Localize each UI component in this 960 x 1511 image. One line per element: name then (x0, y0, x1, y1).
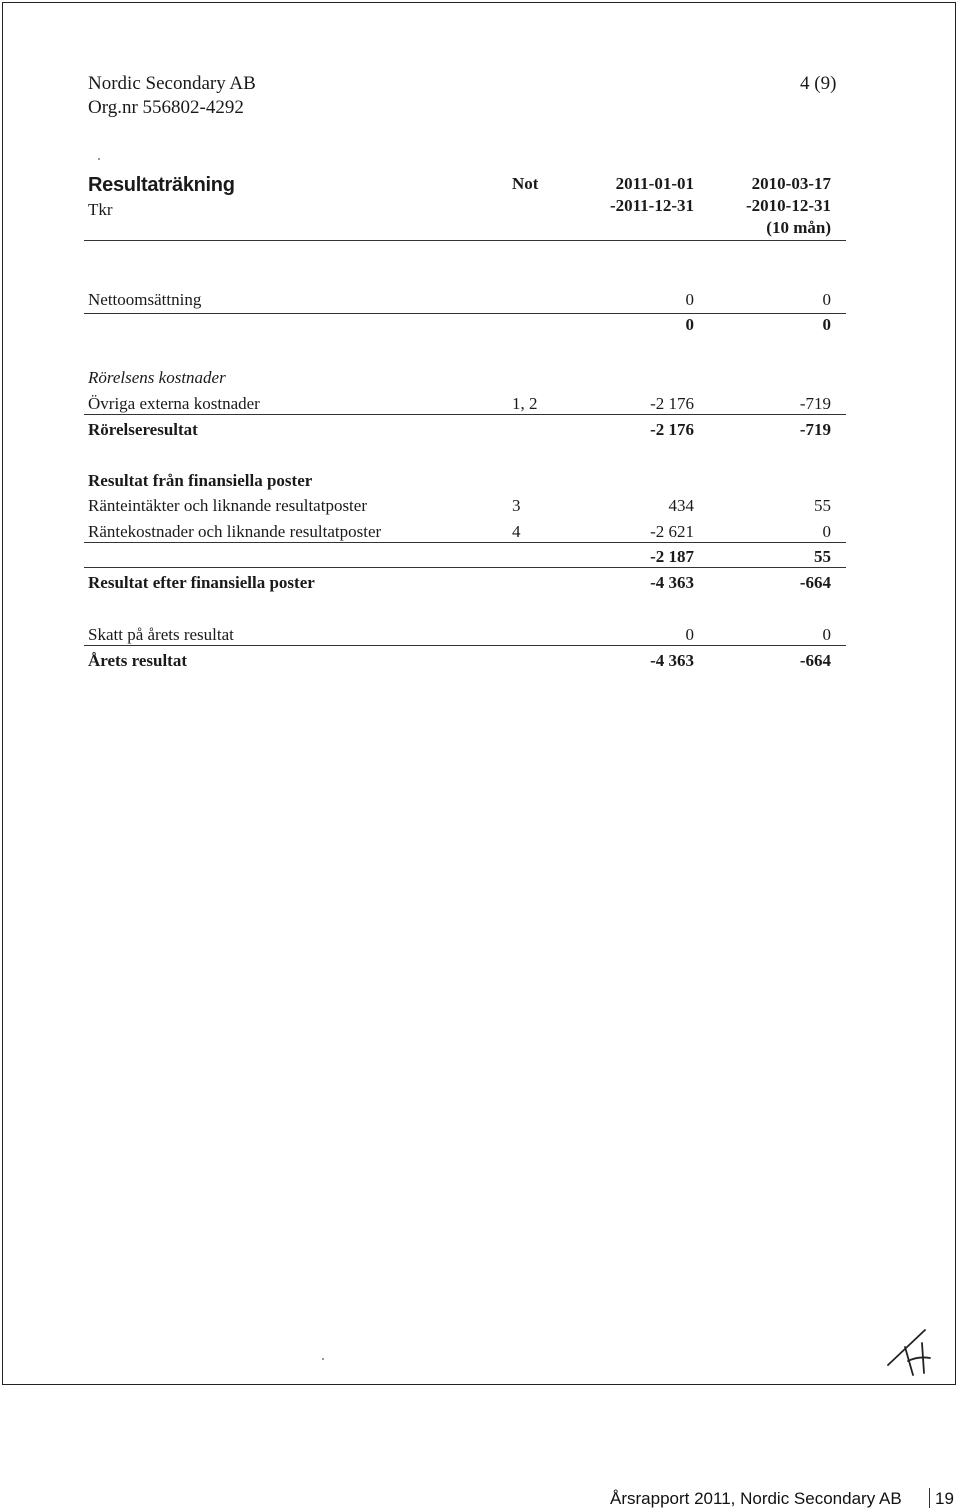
row-label-ovriga-externa-kostnader: Övriga externa kostnader (88, 394, 260, 413)
footer-report-title: Årsrapport 2011, Nordic Secondary AB (610, 1489, 902, 1508)
value-finansnetto-2011: -2 187 (650, 547, 694, 566)
value-skatt-2011: 0 (685, 625, 694, 644)
col2-period-start: 2010-03-17 (751, 174, 831, 193)
value-ovriga-2011: -2 176 (650, 394, 694, 413)
value-skatt-2010: 0 (822, 625, 831, 644)
value-ovriga-2010: -719 (799, 394, 831, 413)
value-rorelseresultat-2010: -719 (799, 420, 831, 439)
value-arets-resultat-2010: -664 (799, 651, 831, 670)
value-rorelseresultat-2011: -2 176 (650, 420, 694, 439)
handwritten-initials-signature (880, 1325, 940, 1380)
value-nettoomsattning-2011: 0 (685, 290, 694, 309)
value-efter-fin-2011: -4 363 (650, 573, 694, 592)
value-nettoomsattning-2010: 0 (822, 290, 831, 309)
col2-period-length: (10 mån) (766, 218, 831, 237)
value-subtotal-2010: 0 (822, 315, 831, 334)
row-label-rorelseresultat: Rörelseresultat (88, 420, 198, 439)
col2-period-end: -2010-12-31 (746, 196, 831, 215)
row-label-ranteintakter: Ränteintäkter och liknande resultatposter (88, 496, 367, 515)
value-arets-resultat-2011: -4 363 (650, 651, 694, 670)
section-heading-rorelsens-kostnader: Rörelsens kostnader (88, 368, 226, 387)
section-heading-finansiella-poster: Resultat från finansiella poster (88, 471, 313, 490)
company-name: Nordic Secondary AB (88, 73, 256, 94)
note-column-header: Not (512, 174, 539, 193)
statement-title: Resultaträkning (88, 174, 235, 196)
org-number: Org.nr 556802-4292 (88, 97, 244, 118)
note-rantekostnader: 4 (512, 522, 521, 541)
col1-period-end: -2011-12-31 (609, 196, 694, 215)
row-label-rantekostnader: Räntekostnader och liknande resultatposter (88, 522, 382, 541)
value-efter-fin-2010: -664 (799, 573, 831, 592)
col1-period-start: 2011-01-01 (615, 174, 694, 193)
scan-speck (322, 1358, 324, 1360)
rule-skatt (84, 645, 846, 646)
rule-finansnetto (84, 567, 846, 568)
page-indicator: 4 (9) (800, 73, 837, 94)
row-label-nettoomsattning: Nettoomsättning (88, 290, 202, 309)
value-subtotal-2011: 0 (685, 315, 694, 334)
row-label-resultat-efter-finansiella-poster: Resultat efter finansiella poster (88, 573, 315, 592)
header-rule (84, 240, 846, 241)
note-ranteintakter: 3 (512, 496, 521, 515)
unit-label: Tkr (88, 200, 113, 219)
value-finansnetto-2010: 55 (814, 547, 831, 566)
value-ranteintakter-2011: 434 (668, 496, 694, 515)
footer-page-number: 19 (935, 1489, 954, 1508)
value-rantekostnader-2010: 0 (822, 522, 831, 541)
value-ranteintakter-2010: 55 (814, 496, 831, 515)
value-rantekostnader-2011: -2 621 (650, 522, 694, 541)
rule-ovriga (84, 414, 846, 415)
rule-rantekostnader (84, 542, 846, 543)
row-label-arets-resultat: Årets resultat (88, 651, 187, 670)
footer-separator (929, 1488, 930, 1508)
note-ovriga-externa-kostnader: 1, 2 (512, 394, 538, 413)
scan-speck (98, 158, 100, 160)
rule-nettoomsattning (84, 313, 846, 314)
row-label-skatt: Skatt på årets resultat (88, 625, 234, 644)
